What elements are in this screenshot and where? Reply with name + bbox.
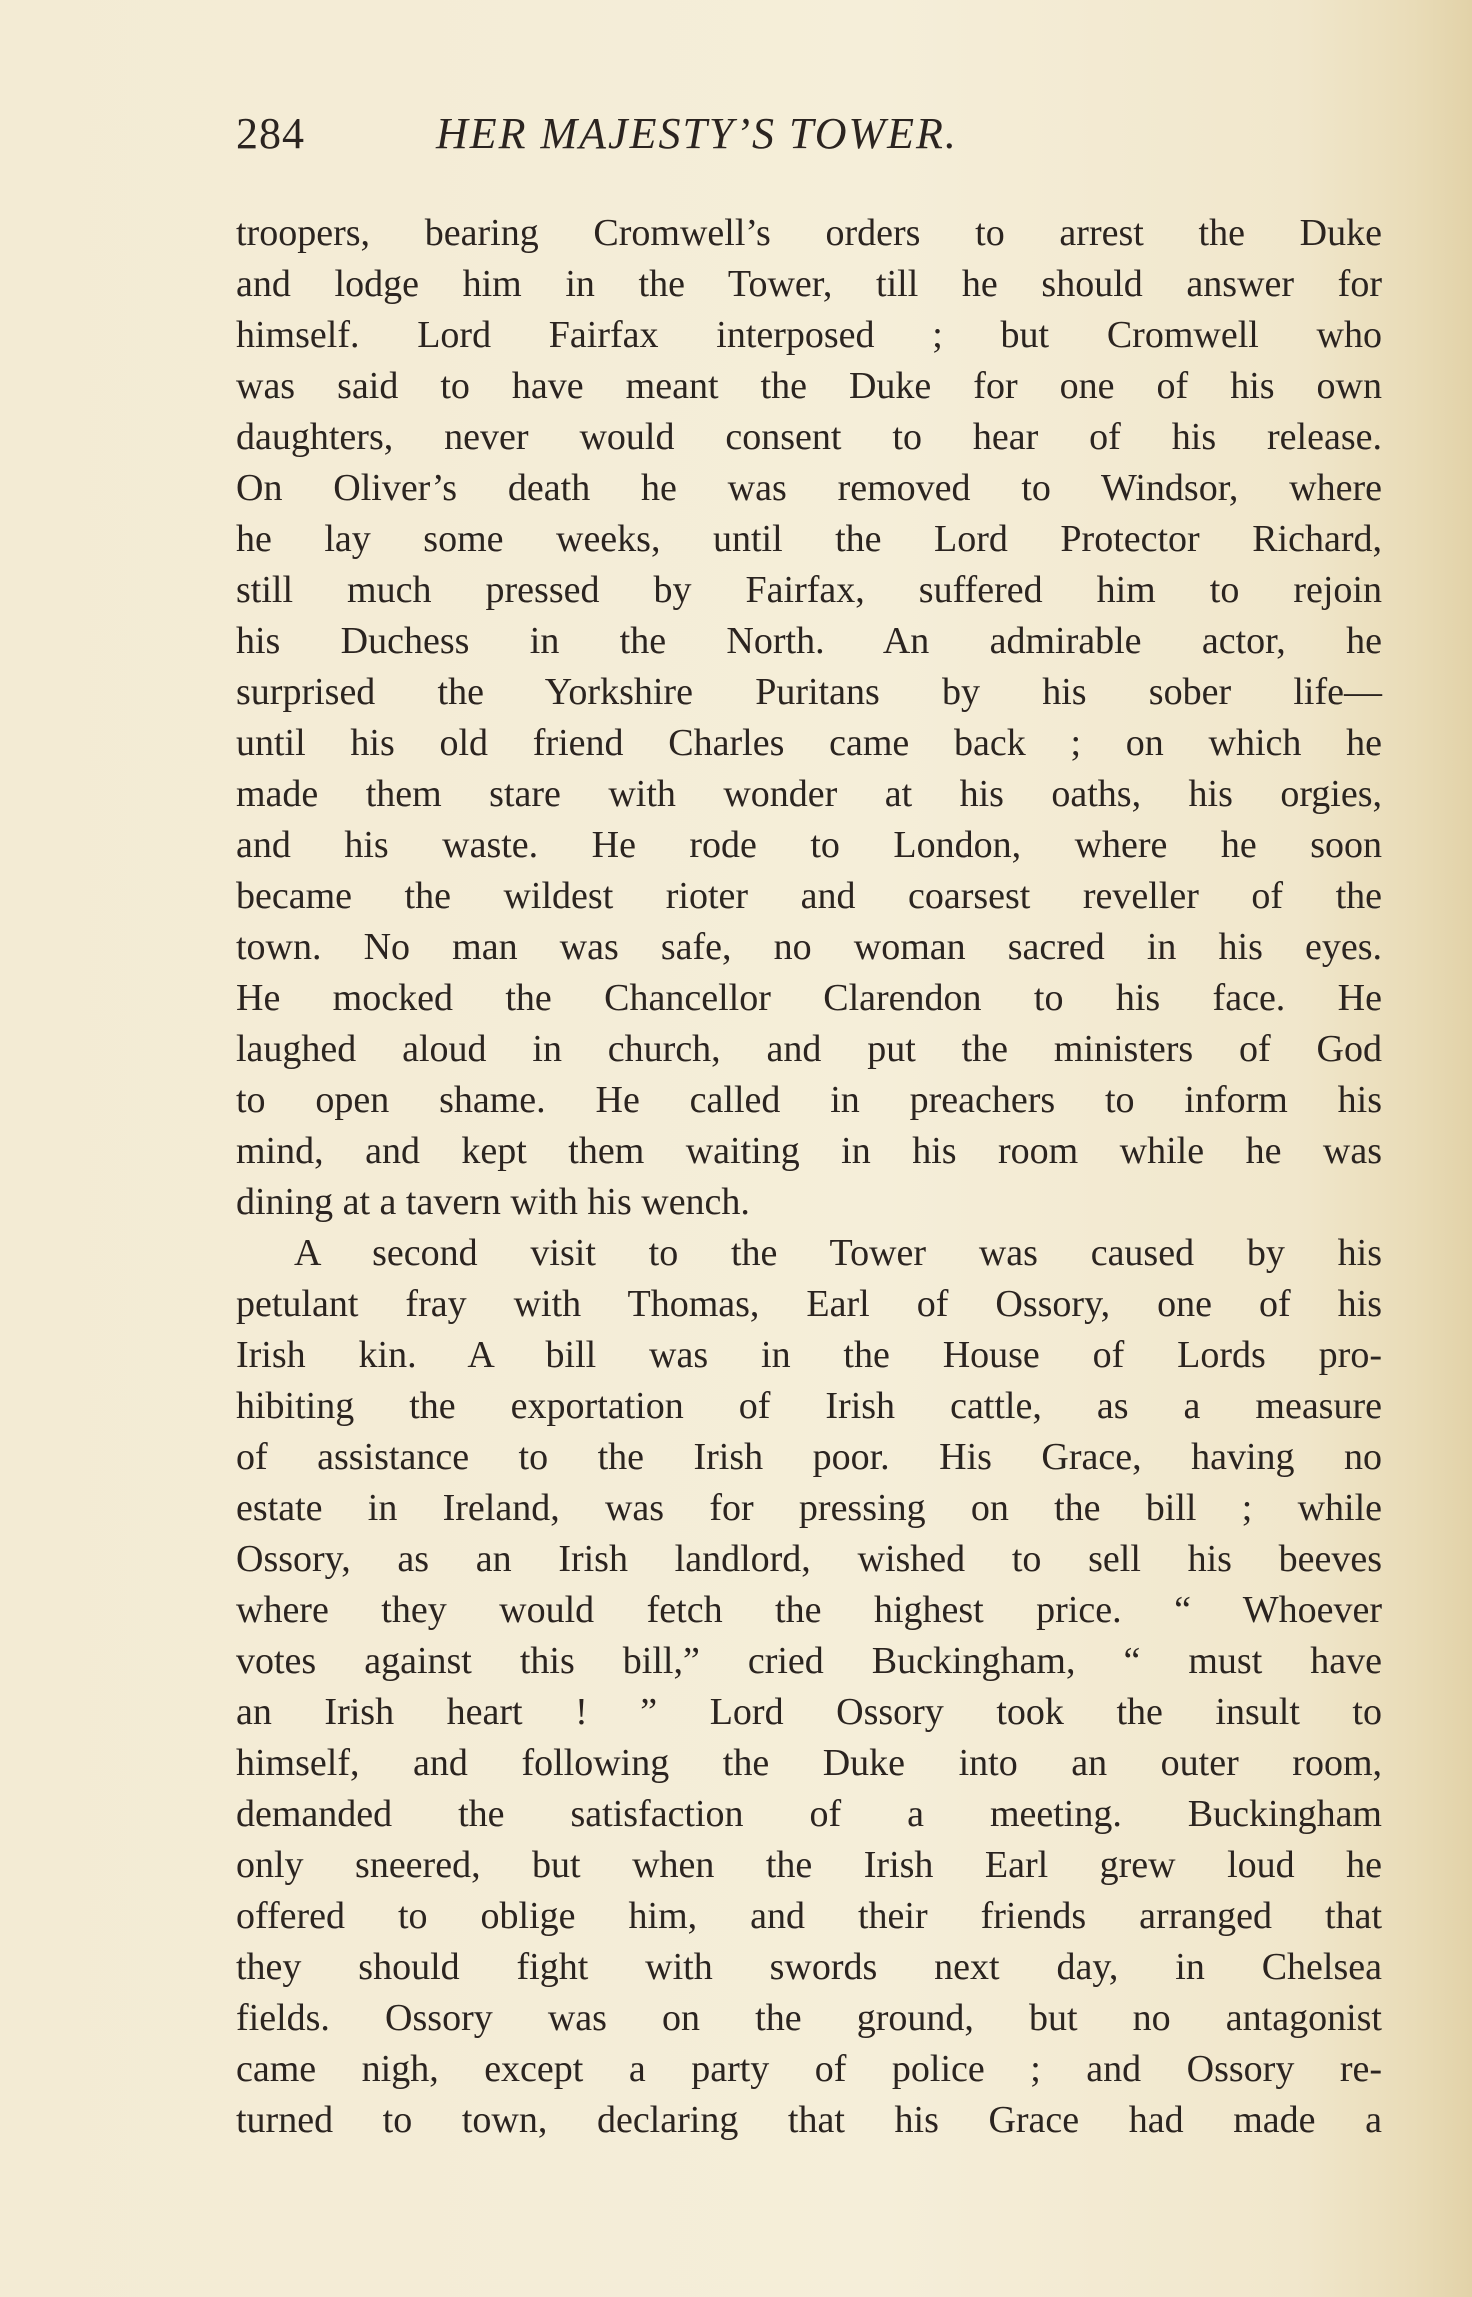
text-line: became the wildest rioter and coarsest reveller of the (236, 875, 1382, 917)
text-line: petulant fray with Thomas, Earl of Ossory, one of his (236, 1283, 1382, 1325)
text-line: he lay some weeks, until the Lord Protector Richard, (236, 518, 1382, 560)
text-line: daughters, never would consent to hear of his release. (236, 416, 1382, 458)
text-line: estate in Ireland, was for pressing on the bill ; while (236, 1487, 1382, 1529)
text-line: town. No man was safe, no woman sacred in his eyes. (236, 926, 1382, 968)
text-line: to open shame. He called in preachers to inform his (236, 1079, 1382, 1121)
paragraph-start-line: A second visit to the Tower was caused by his (294, 1232, 1382, 1274)
body-text (236, 208, 1382, 2146)
text-line: came nigh, except a party of police ; and Ossory re- (236, 2048, 1382, 2090)
text-line: himself. Lord Fairfax interposed ; but Cromwell who (236, 314, 1382, 356)
text-line: was said to have meant the Duke for one of his own (236, 365, 1382, 407)
paragraph-end-line: dining at a tavern with his wench. (236, 1181, 750, 1223)
text-line: of assistance to the Irish poor. His Grace, having no (236, 1436, 1382, 1478)
text-line: and his waste. He rode to London, where he soon (236, 824, 1382, 866)
text-line: made them stare with wonder at his oaths, his orgies, (236, 773, 1382, 815)
text-line: only sneered, but when the Irish Earl grew loud he (236, 1844, 1382, 1886)
text-line: still much pressed by Fairfax, suffered him to rejoin (236, 569, 1382, 611)
text-line: his Duchess in the North. An admirable actor, he (236, 620, 1382, 662)
page-number: 284 (236, 109, 305, 158)
text-line: Ossory, as an Irish landlord, wished to sell his beeves (236, 1538, 1382, 1580)
text-line: surprised the Yorkshire Puritans by his sober life— (236, 671, 1382, 713)
text-line: fields. Ossory was on the ground, but no antagonist (236, 1997, 1382, 2039)
text-line: Irish kin. A bill was in the House of Lords pro- (236, 1334, 1382, 1376)
text-line: votes against this bill,” cried Buckingham, “ must have (236, 1640, 1382, 1682)
text-line: where they would fetch the highest price. “ Whoever (236, 1589, 1382, 1631)
text-line: himself, and following the Duke into an outer room, (236, 1742, 1382, 1784)
text-line: mind, and kept them waiting in his room while he was (236, 1130, 1382, 1172)
text-line: offered to oblige him, and their friends arranged that (236, 1895, 1382, 1937)
page-header (236, 104, 1386, 164)
text-line: they should fight with swords next day, in Chelsea (236, 1946, 1382, 1988)
text-line: demanded the satisfaction of a meeting. Buckingham (236, 1793, 1382, 1835)
text-line: until his old friend Charles came back ; on which he (236, 722, 1382, 764)
text-line: hibiting the exportation of Irish cattle, as a measure (236, 1385, 1382, 1427)
text-line: He mocked the Chancellor Clarendon to his face. He (236, 977, 1382, 1019)
text-line: troopers, bearing Cromwell’s orders to arrest the Duke (236, 212, 1382, 254)
text-line: turned to town, declaring that his Grace had made a (236, 2099, 1382, 2141)
running-head: HER MAJESTY’S TOWER. (436, 109, 958, 158)
text-line: laughed aloud in church, and put the ministers of God (236, 1028, 1382, 1070)
text-line: an Irish heart ! ” Lord Ossory took the insult to (236, 1691, 1382, 1733)
text-line: On Oliver’s death he was removed to Windsor, where (236, 467, 1382, 509)
text-line: and lodge him in the Tower, till he should answer for (236, 263, 1382, 305)
